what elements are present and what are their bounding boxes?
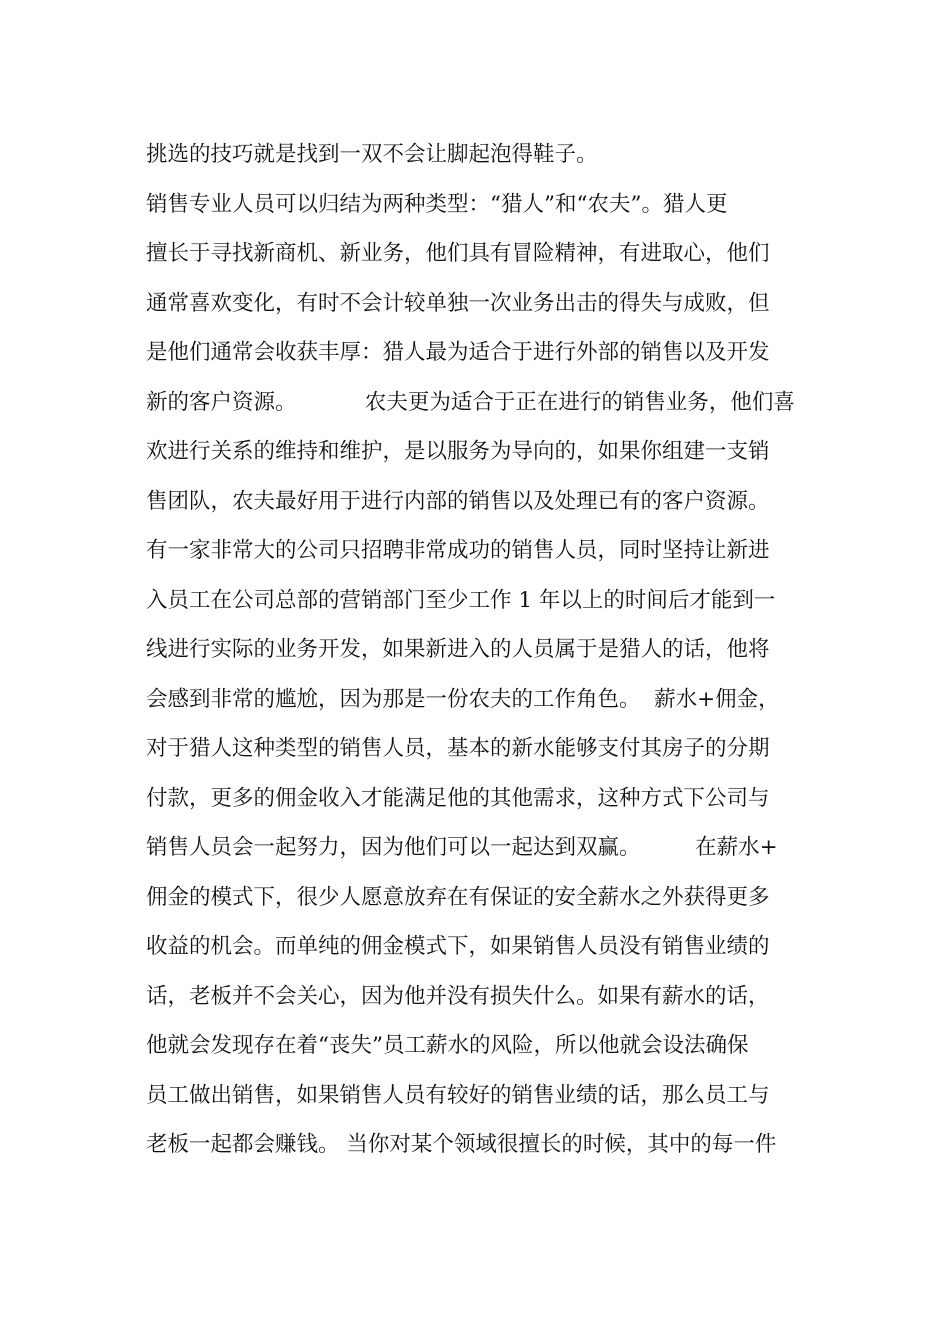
text-line: 擅长于寻找新商机、新业务，他们具有冒险精神，有进取心，他们: [146, 241, 770, 266]
text-line: 有一家非常大的公司只招聘非常成功的销售人员，同时坚持让新进: [146, 538, 770, 563]
text-line: 会感到非常的尴尬，因为那是一份农夫的工作角色。 薪水+佣金，: [146, 686, 780, 712]
text-line: 对于猎人这种类型的销售人员，基本的新水能够支付其房子的分期: [146, 736, 770, 761]
text-line: 他就会发现存在着“丧失”员工薪水的风险，所以他就会设法确保: [146, 1033, 749, 1058]
text-line: 付款，更多的佣金收入才能满足他的其他需求，这种方式下公司与: [146, 785, 770, 811]
text-line: 话，老板并不会关心，因为他并没有损失什么。如果有薪水的话，: [146, 983, 770, 1009]
text-line: 是他们通常会收获丰厚：猎人最为适合于进行外部的销售以及开发: [146, 340, 770, 365]
text-line: 挑选的技巧就是找到一双不会让脚起泡得鞋子。: [146, 142, 598, 167]
text-line: 员工做出销售，如果销售人员有较好的销售业绩的话，那么员工与: [146, 1082, 770, 1108]
text-line: 通常喜欢变化，有时不会计较单独一次业务出击的得失与成败，但: [146, 290, 770, 316]
text-line: 佣金的模式下，很少人愿意放弃在有保证的安全薪水之外获得更多: [146, 884, 770, 910]
text-line: 欢进行关系的维持和维护，是以服务为导向的，如果你组建一支销: [146, 439, 770, 464]
text-line: 老板一起都会赚钱。 当你对某个领域很擅长的时候，其中的每一件: [146, 1132, 777, 1157]
text-line: 新的客户资源。 农夫更为适合于正在进行的销售业务，他们喜: [146, 389, 795, 415]
text-line: 线进行实际的业务开发，如果新进入的人员属于是猎人的话，他将: [146, 637, 770, 662]
body-text: [146, 130, 816, 1170]
text-line: 销售人员会一起努力，因为他们可以一起达到双赢。 在薪水+: [146, 835, 778, 860]
text-line: 收益的机会。而单纯的佣金模式下，如果销售人员没有销售业绩的: [146, 934, 770, 959]
text-line: 销售专业人员可以归结为两种类型：“猎人”和“农夫”。猎人更: [146, 191, 728, 217]
text-line: 入员工在公司总部的营销部门至少工作 1 年以上的时间后才能到一: [146, 587, 776, 613]
text-line: 售团队，农夫最好用于进行内部的销售以及处理已有的客户资源。: [146, 488, 770, 514]
